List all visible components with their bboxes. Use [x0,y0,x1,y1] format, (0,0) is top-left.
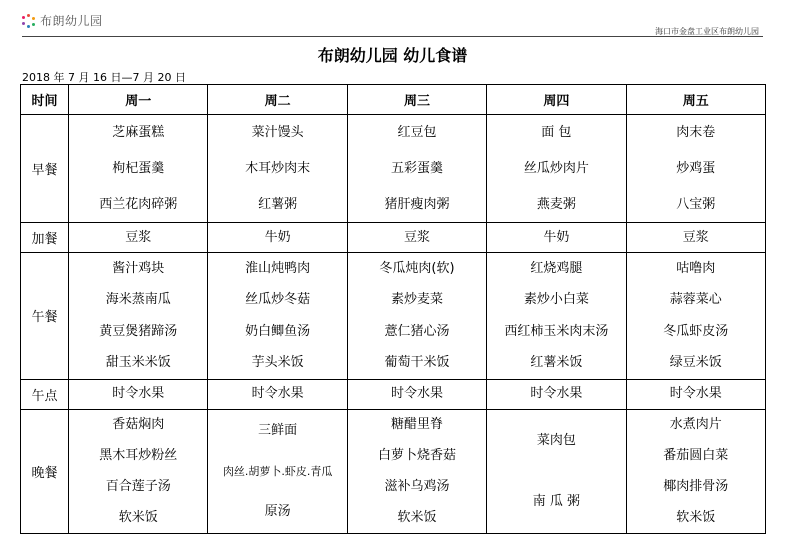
dish-item: 番茄圆白菜 [663,448,729,464]
dish-item: 枸杞蛋羹 [112,160,165,176]
dish-item: 软米饭 [676,509,716,525]
header-divider [22,36,763,37]
menu-cell-fri [626,253,765,379]
dish-item: 黑木耳炒粉丝 [99,448,178,464]
dish-item: 黄豆煲猪蹄汤 [99,323,178,339]
dish-item: 五彩蛋羹 [390,160,443,176]
meal-label: 加餐 [21,223,69,253]
dish-item: 西兰花肉碎粥 [99,196,178,212]
dish-item: 豆浆 [403,229,430,245]
dish-item: 南 瓜 粥 [532,494,580,510]
meal-row [21,253,766,379]
menu-cell-fri [626,115,765,223]
menu-cell-thu [487,409,626,533]
dish-item: 时令水果 [390,386,443,402]
dish-item: 葡萄干米饭 [384,355,450,371]
dish-item: 百合莲子汤 [105,478,171,494]
column-header-wed: 周三 [347,85,486,115]
menu-cell-fri [626,223,765,253]
dish-item: 芝麻蛋糕 [112,125,165,141]
dish-item: 红薯米饭 [530,355,583,371]
dish-item: 奶白鲫鱼汤 [245,323,311,339]
menu-cell-thu [487,223,626,253]
meal-row [21,115,766,223]
dish-item: 木耳炒肉末 [245,160,311,176]
header-row [21,85,766,115]
menu-cell-wed [347,223,486,253]
dish-item: 冬瓜炖肉(软) [379,261,455,277]
dish-item: 甜玉米米饭 [105,355,171,371]
menu-cell-thu [487,379,626,409]
dish-item: 软米饭 [118,509,158,525]
dish-item: 炒鸡蛋 [676,160,716,176]
menu-cell-thu [487,115,626,223]
dish-item: 原汤 [264,504,291,520]
org-name: 海口市金盘工业区布朗幼儿园 [655,27,759,36]
dish-item: 西红柿玉米肉末汤 [504,323,609,339]
dish-item: 红烧鸡腿 [530,261,583,277]
menu-cell-wed [347,115,486,223]
dish-item: 豆浆 [125,229,152,245]
dish-item: 牛奶 [264,229,291,245]
menu-cell-mon [69,409,208,533]
meal-row [21,223,766,253]
menu-cell-mon [69,115,208,223]
menu-cell-fri [626,379,765,409]
menu-table [20,84,766,534]
dish-item: 椰肉排骨汤 [663,478,729,494]
menu-cell-wed [347,409,486,533]
dish-item: 红薯粥 [258,196,298,212]
menu-cell-mon [69,379,208,409]
column-header-tue: 周二 [208,85,347,115]
meal-label: 午餐 [21,253,69,379]
meal-label: 晚餐 [21,409,69,533]
dish-item: 滋补乌鸡汤 [384,478,450,494]
menu-cell-wed [347,253,486,379]
dish-item: 白萝卜烧香菇 [377,448,456,464]
menu-cell-thu [487,253,626,379]
menu-cell-mon [69,223,208,253]
dish-item: 芋头米饭 [251,355,304,371]
dish-item: 时令水果 [251,386,304,402]
dish-item: 八宝粥 [676,196,716,212]
dish-item: 时令水果 [669,386,722,402]
dish-item: 燕麦粥 [536,196,576,212]
column-header-thu: 周四 [487,85,626,115]
dish-item: 时令水果 [112,386,165,402]
menu-cell-tue [208,253,347,379]
column-header-time: 时间 [21,85,69,115]
dish-item: 豆浆 [682,229,709,245]
column-header-fri: 周五 [626,85,765,115]
dish-item: 绿豆米饭 [669,355,722,371]
meal-row [21,409,766,533]
dish-item: 冬瓜虾皮汤 [663,323,729,339]
logo-dots-icon [22,14,36,28]
dish-item: 素炒麦菜 [390,292,443,308]
menu-cell-tue [208,409,347,533]
menu-cell-tue [208,115,347,223]
menu-cell-wed [347,379,486,409]
dish-item: 淮山炖鸭肉 [245,261,311,277]
dish-item: 时令水果 [530,386,583,402]
dish-item: 丝瓜炒冬菇 [245,292,311,308]
dish-item: 香菇焖肉 [112,417,165,433]
column-header-mon: 周一 [69,85,208,115]
menu-cell-fri [626,409,765,533]
school-logo [22,12,103,29]
menu-cell-tue [208,379,347,409]
date-range: 2018 年 7 月 16 日—7 月 20 日 [22,71,186,84]
dish-item: 菜肉包 [536,432,576,448]
dish-item: 肉丝.胡萝卜.虾皮.青瓜 [222,464,333,478]
menu-cell-mon [69,253,208,379]
dish-item: 猪肝瘦肉粥 [384,196,450,212]
dish-item: 蒜蓉菜心 [669,292,722,308]
dish-item: 肉末卷 [676,125,716,141]
dish-item: 酱汁鸡块 [112,261,165,277]
dish-item: 牛奶 [543,229,570,245]
dish-item: 丝瓜炒肉片 [523,160,589,176]
dish-item: 软米饭 [397,509,437,525]
logo-text: 布朗幼儿园 [40,14,103,28]
dish-item: 红豆包 [397,125,437,141]
dish-item: 素炒小白菜 [523,292,589,308]
dish-item: 菜汁馒头 [251,125,304,141]
meal-label: 午点 [21,379,69,409]
dish-item: 水煮肉片 [669,417,722,433]
dish-item: 薏仁猪心汤 [384,323,450,339]
dish-item: 面 包 [541,125,572,141]
meal-label: 早餐 [21,115,69,223]
meal-row [21,379,766,409]
dish-item: 咕噜肉 [676,261,716,277]
page-title: 布朗幼儿园 幼儿食谱 [317,46,468,65]
menu-cell-tue [208,223,347,253]
dish-item: 三鲜面 [258,422,298,438]
dish-item: 海米蒸南瓜 [105,292,171,308]
dish-item: 糖醋里脊 [390,417,443,433]
